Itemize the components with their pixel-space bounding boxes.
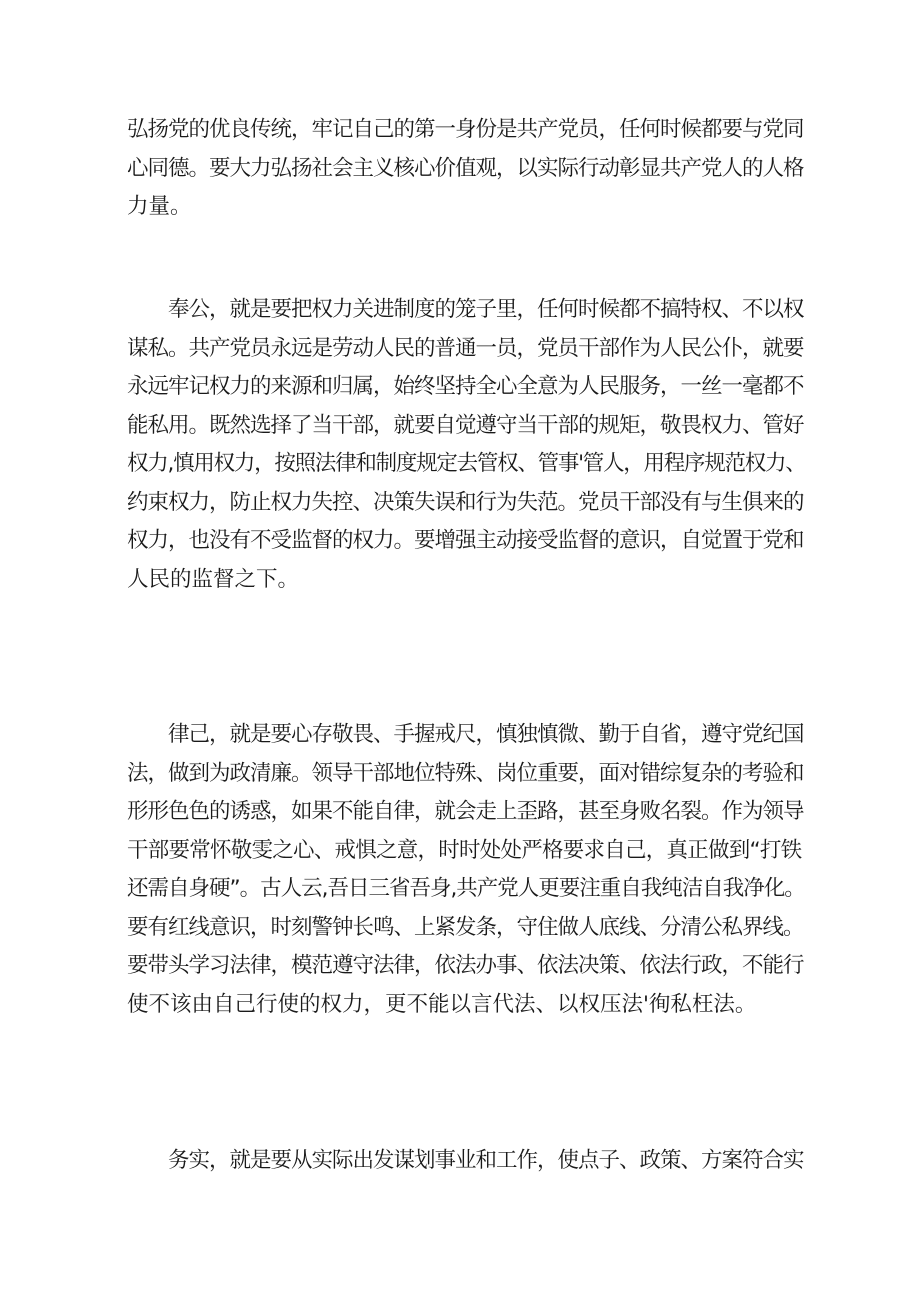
text-line: 永远牢记权力的来源和归属，始终坚持全心全意为人民服务，一丝一毫都不: [127, 374, 804, 399]
text-line: 要有红线意识，时刻警钟长鸣、上紧发条，守住做人底线、分清公私界线。: [127, 914, 804, 940]
text-line: 力量。: [127, 194, 192, 219]
text-line: 人民的监督之下。: [127, 566, 300, 592]
text-line: 还需自身硬”。古人云,吾日三省吾身,共产党人更要注重自我纯洁自我净化。: [127, 876, 805, 901]
text-line: 能私用。既然选择了当干部，就要自觉遵守当干部的规矩，敬畏权力、管好: [127, 412, 804, 438]
paragraph-lvji: [127, 716, 807, 1024]
text-line: 要带头学习法律，模范遵守法律，依法办事、依法决策、依法行政，不能行: [127, 953, 804, 978]
text-line: 心同德。要大力弘扬社会主义核心价值观，以实际行动彰显共产党人的人格: [127, 155, 804, 181]
text-line: 形形色色的诱惑，如果不能自律，就会走上歪路，甚至身败名裂。作为领导: [127, 799, 804, 824]
paragraph-fenggong: [127, 291, 807, 599]
text-line: 奉公，就是要把权力关进制度的笼子里，任何时候都不搞特权、不以权: [127, 297, 804, 322]
text-line: 约束权力，防止权力失控、决策失误和行为失范。党员干部没有与生俱来的: [127, 489, 804, 515]
text-line: 务实，就是要从实际出发谋划事业和工作，使点子、政策、方案符合实: [127, 1148, 804, 1173]
paragraph-wushi: [127, 1142, 807, 1181]
text-line: 律己，就是要心存敬畏、手握戒尺，慎独慎微、勤于自省，遵守党纪国: [127, 722, 804, 747]
text-line: 使不该由自己行使的权力，更不能以言代法、以权压法'徇私枉法。: [127, 991, 757, 1017]
text-line: 谋私。共产党员永远是劳动人民的普通一员，党员干部作为人民公仆，就要: [127, 335, 804, 361]
text-line: 权力,慎用权力，按照法律和制度规定去管权、管事'管人，用程序规范权力、: [127, 451, 806, 476]
paragraph-party-tradition: [127, 111, 807, 227]
text-line: 权力，也没有不受监督的权力。要增强主动接受监督的意识，自觉置于党和: [127, 528, 804, 553]
text-line: 弘扬党的优良传统，牢记自己的第一身份是共产党员，任何时候都要与党同: [127, 117, 804, 142]
text-line: 干部要常怀敬雯之心、戒惧之意，时时处处严格要求自己，真正做到“打铁: [127, 837, 802, 863]
text-line: 法，做到为政清廉。领导干部地位特殊、岗位重要，面对错综复杂的考验和: [127, 760, 804, 786]
